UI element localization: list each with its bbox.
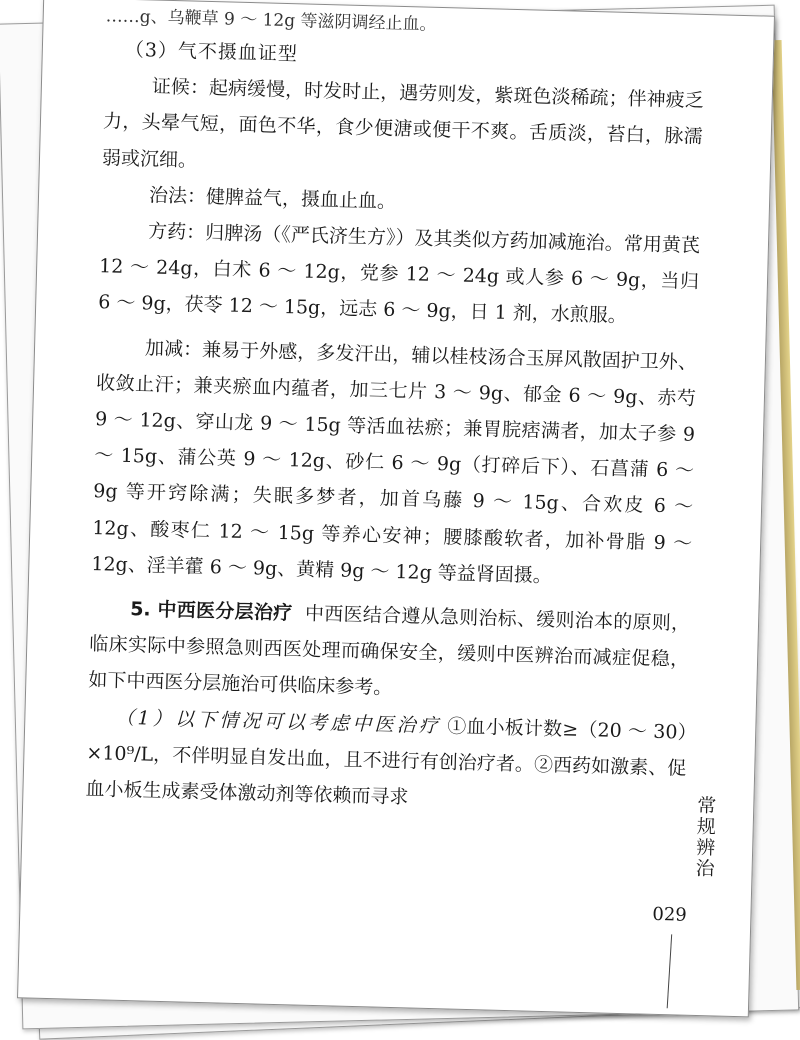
paragraph-prescription: 方药：归脾汤（《严氏济生方》）及其类似方药加减施治。常用黄芪 12 ～ 24g，白术 6 ～ 12g，党参 12 ～ 24g 或人参 6 ～ 9g，当归 6 ～ 9g，茯苓 12 ～ 15g，远志 6 ～ 9g，日 1 剂，水煎服。 xyxy=(97,220,701,328)
section5-title: 5. 中西医分层治疗 xyxy=(129,598,293,625)
paragraph-treatment: 治法：健脾益气，摄血止血。 xyxy=(148,184,397,213)
subsection-label: （1）以下情况可以考虑中医治疗 xyxy=(115,706,442,737)
page-text xyxy=(85,5,706,823)
section-heading: （3）气不摄血证型 xyxy=(124,38,299,66)
paragraph-modifications: 加减：兼易于外感，多发汗出，辅以桂枝汤合玉屏风散固护卫外、收敛止汗；兼夹瘀血内蕴者，加三七片 3 ～ 9g、郁金 6 ～ 9g、赤芍 9 ～ 12g、穿山龙 9 ～ 15g 等活血祛瘀；兼胃脘痞满者，加太子参 9 ～ 15g、蒲公英 9 ～ 12g、砂仁 6 ～ 9g（打碎后下）、石菖蒲 6 ～ 9g 等开窍除满；失眠多梦者，加首乌藤 9 ～ 15g、合欢皮 6 ～ 12g、酸枣仁 12 ～ 15g 等养心安神；腰膝酸软者，加补骨脂 9 ～ 12g、淫羊藿 6 ～ 9g、黄精 9g ～ 12g 等益肾固摄。 xyxy=(91,337,698,587)
section5-body: 中西医结合遵从急则治标、缓则治本的原则，临床实际中参照急则西医处理而确保安全，缓则中医辨治而减症促稳，如下中西医分层施治可供临床参考。 xyxy=(88,602,691,700)
header-fragment: ……g、乌鞭草 9 ～ 12g 等滋阴调经止血。 xyxy=(105,6,437,35)
margin-rule xyxy=(667,934,673,1008)
section5-paragraph xyxy=(88,590,691,714)
subsection-body: ①血小板计数≥（20 ～ 30）×10⁹/L，不伴明显自发出血，且不进行有创治疗者。②西药如激素、促血小板生成素受体激动剂等依赖而寻求 xyxy=(85,715,688,809)
side-section-label: 常规辨治 xyxy=(692,794,717,880)
paragraph-symptoms: 证候：起病缓慢，时发时止，遇劳则发，紫斑色淡稀疏；伴神疲乏力，头晕气短，面色不华，食少便溏或便干不爽。舌质淡，苔白，脉濡弱或沉细。 xyxy=(101,75,705,172)
page-number: 029 xyxy=(652,903,688,926)
subsection-paragraph xyxy=(85,699,688,823)
book-page xyxy=(17,0,775,1017)
